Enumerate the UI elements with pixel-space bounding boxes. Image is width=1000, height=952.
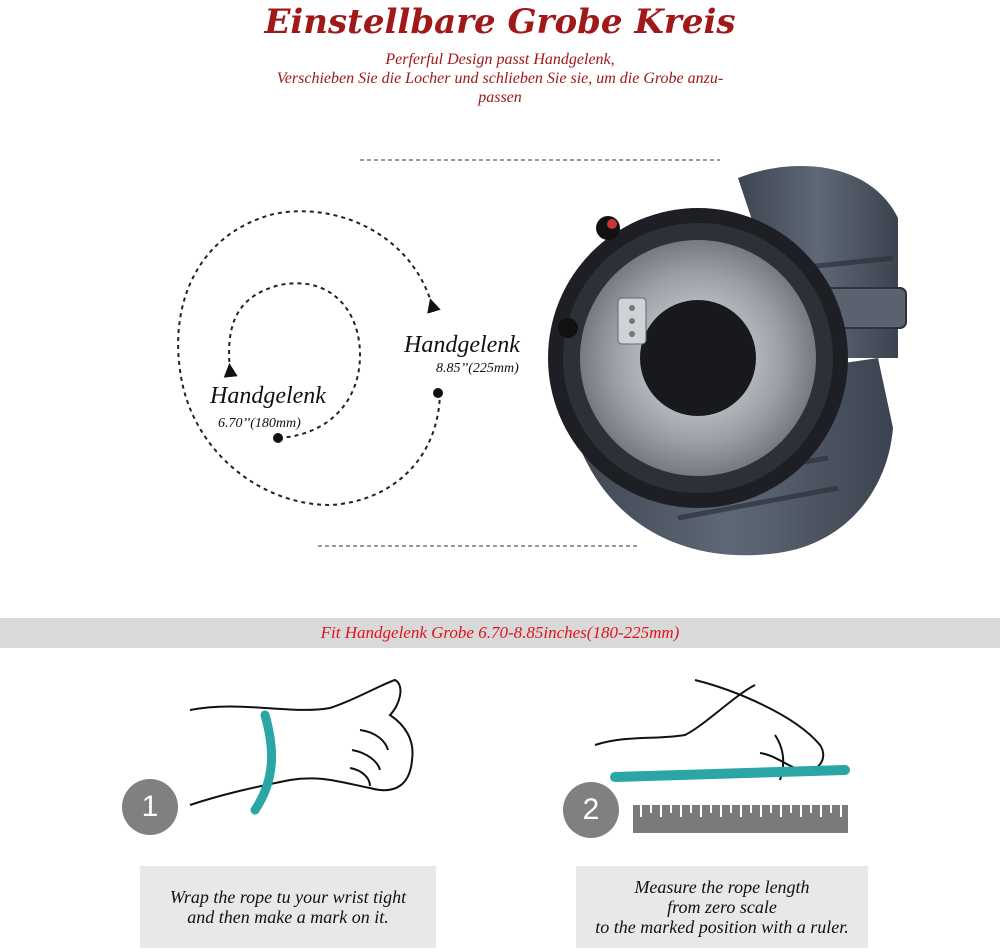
step-2-line-2: from zero scale [667,897,777,917]
outer-wrist-label: Handgelenk [404,332,520,358]
fit-size-band [0,618,1000,648]
subtitle-line-1: Perferful Design passt Handgelenk, [385,51,615,68]
subtitle-line-2: Verschieben Sie die Locher und schlieben Sie sie, um die Grobe anzu- [276,70,724,87]
hand-wrist-icon [180,670,430,830]
inner-wrist-label: Handgelenk [210,383,326,409]
page-title: Einstellbare Grobe Kreis [264,2,736,42]
subtitle-line-3: passen [478,89,522,106]
inner-wrist-size: 6.70’’(180mm) [218,416,301,431]
step-1-line-2: and then make a mark on it. [187,907,389,927]
hand-ruler-icon [585,675,855,840]
step-2-line-3: to the marked position with a ruler. [595,917,849,937]
watch-icon [548,158,938,578]
outer-wrist-size: 8.85’’(225mm) [436,361,519,376]
step-1-caption [140,866,436,948]
fit-size-text: Fit Handgelenk Grobe 6.70-8.85inches(180-225mm) [320,623,680,642]
step-2-badge: 2 [563,782,619,838]
step-1-badge: 1 [122,779,178,835]
step-2-caption [576,866,868,948]
step-1-line-1: Wrap the rope tu your wrist tight [169,887,407,907]
step-2-line-1: Measure the rope length [634,877,810,897]
